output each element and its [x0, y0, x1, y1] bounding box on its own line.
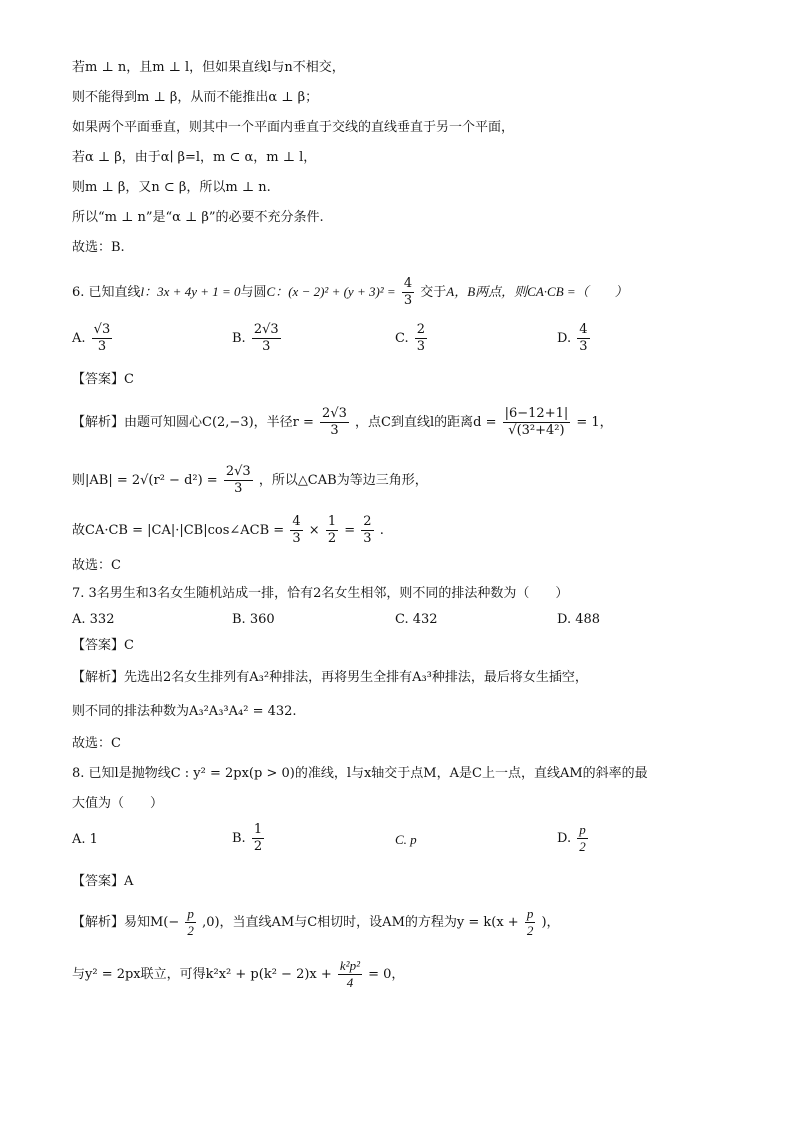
question-7-stem: 7. 3名男生和3名女生随机站成一排，恰有2名女生相邻，则不同的排法种数为（ ） — [72, 586, 569, 601]
answer-line: 【答案】A — [72, 874, 134, 889]
option-d: D. $\frac{4}{3}$ — [557, 322, 588, 354]
solution-line: 若m ⊥ n，且m ⊥ l，但如果直线l与n不相交， — [72, 60, 345, 75]
solution-line: 故CA·CB = |CA|·|CB|cos∠ACB = $\frac{4}{3}$ × $\frac{1}{2}$ = $\frac{2}{3}$ . — [72, 514, 384, 546]
solution-line: 则不能得到m ⊥ β，从而不能推出α ⊥ β； — [72, 90, 319, 105]
solution-line: 【解析】易知M(− $\frac{p}{2}$ ,0)，当直线AM与C相切时，设AM的方程为y = k(x + $\frac{p}{2}$ )， — [72, 906, 560, 938]
solution-line: 则m ⊥ β，又n ⊂ β，所以m ⊥ n. — [72, 180, 271, 195]
solution-line: 若α ⊥ β，由于α∣ β=l，m ⊂ α，m ⊥ l， — [72, 150, 317, 165]
fraction: $\frac{4}{3}$ — [403, 276, 413, 308]
option-b: B. 360 — [232, 612, 275, 627]
solution-line: 所以“m ⊥ n”是“α ⊥ β”的必要不充分条件. — [72, 210, 324, 225]
choice-line: 故选：C — [72, 736, 121, 751]
answer-line: 【答案】C — [72, 638, 134, 653]
solution-line: 如果两个平面垂直，则其中一个平面内垂直于交线的直线垂直于另一个平面， — [72, 120, 515, 135]
option-b: B. $\frac{1}{2}$ — [232, 822, 263, 854]
choice-line: 故选：C — [72, 558, 121, 573]
answer-line: 【答案】C — [72, 372, 134, 387]
solution-line: 则不同的排法种数为A₃²A₃³A₄² = 432. — [72, 704, 297, 719]
option-c: C. p — [395, 832, 417, 847]
option-c: C. $\frac{2}{3}$ — [395, 322, 426, 354]
solution-line: 则|AB| = 2√(r² − d²) = $\frac{2√3}{3}$ ，所以△CAB为等边三角形， — [72, 464, 428, 496]
question-8-stem: 大值为（ ） — [72, 796, 164, 811]
question-8-stem: 8. 已知l是抛物线C : y² = 2px(p > 0)的准线，l与x轴交于点M，A是C上一点，直线AM的斜率的最 — [72, 766, 648, 781]
option-d: D. $\frac{p}{2}$ — [557, 822, 586, 854]
solution-line: 与y² = 2px联立，可得k²x² + p(k² − 2)x + $\frac{\text{k²p²}}{4}$ = 0， — [72, 958, 405, 990]
option-d: D. 488 — [557, 612, 601, 627]
solution-line: 【解析】先选出2名女生排列有A₃²种排法，再将男生全排有A₃³种排法，最后将女生插空， — [72, 670, 588, 685]
option-c: C. 432 — [395, 612, 438, 627]
option-a: A. 1 — [72, 832, 98, 847]
question-6-stem: 6. 已知直线l：3x + 4y + 1 = 0与圆C：(x − 2)² + (y + 3)² = $\frac{4}{3}$ 交于A，B两点，则CA·CB =（ ） — [72, 276, 628, 308]
solution-line: 【解析】由题可知圆心C(2,−3)，半径r = $\frac{2√3}{3}$ ，点C到直线l的距离d = $\frac{|6-12+1|}{\text{√(3²+4²)}}$ = 1， — [72, 406, 613, 438]
option-b: B. $\frac{2√3}{3}$ — [232, 322, 279, 354]
option-a: A. $\frac{√3}{3}$ — [72, 322, 111, 354]
option-a: A. 332 — [72, 612, 115, 627]
choice-line: 故选：B. — [72, 240, 125, 255]
